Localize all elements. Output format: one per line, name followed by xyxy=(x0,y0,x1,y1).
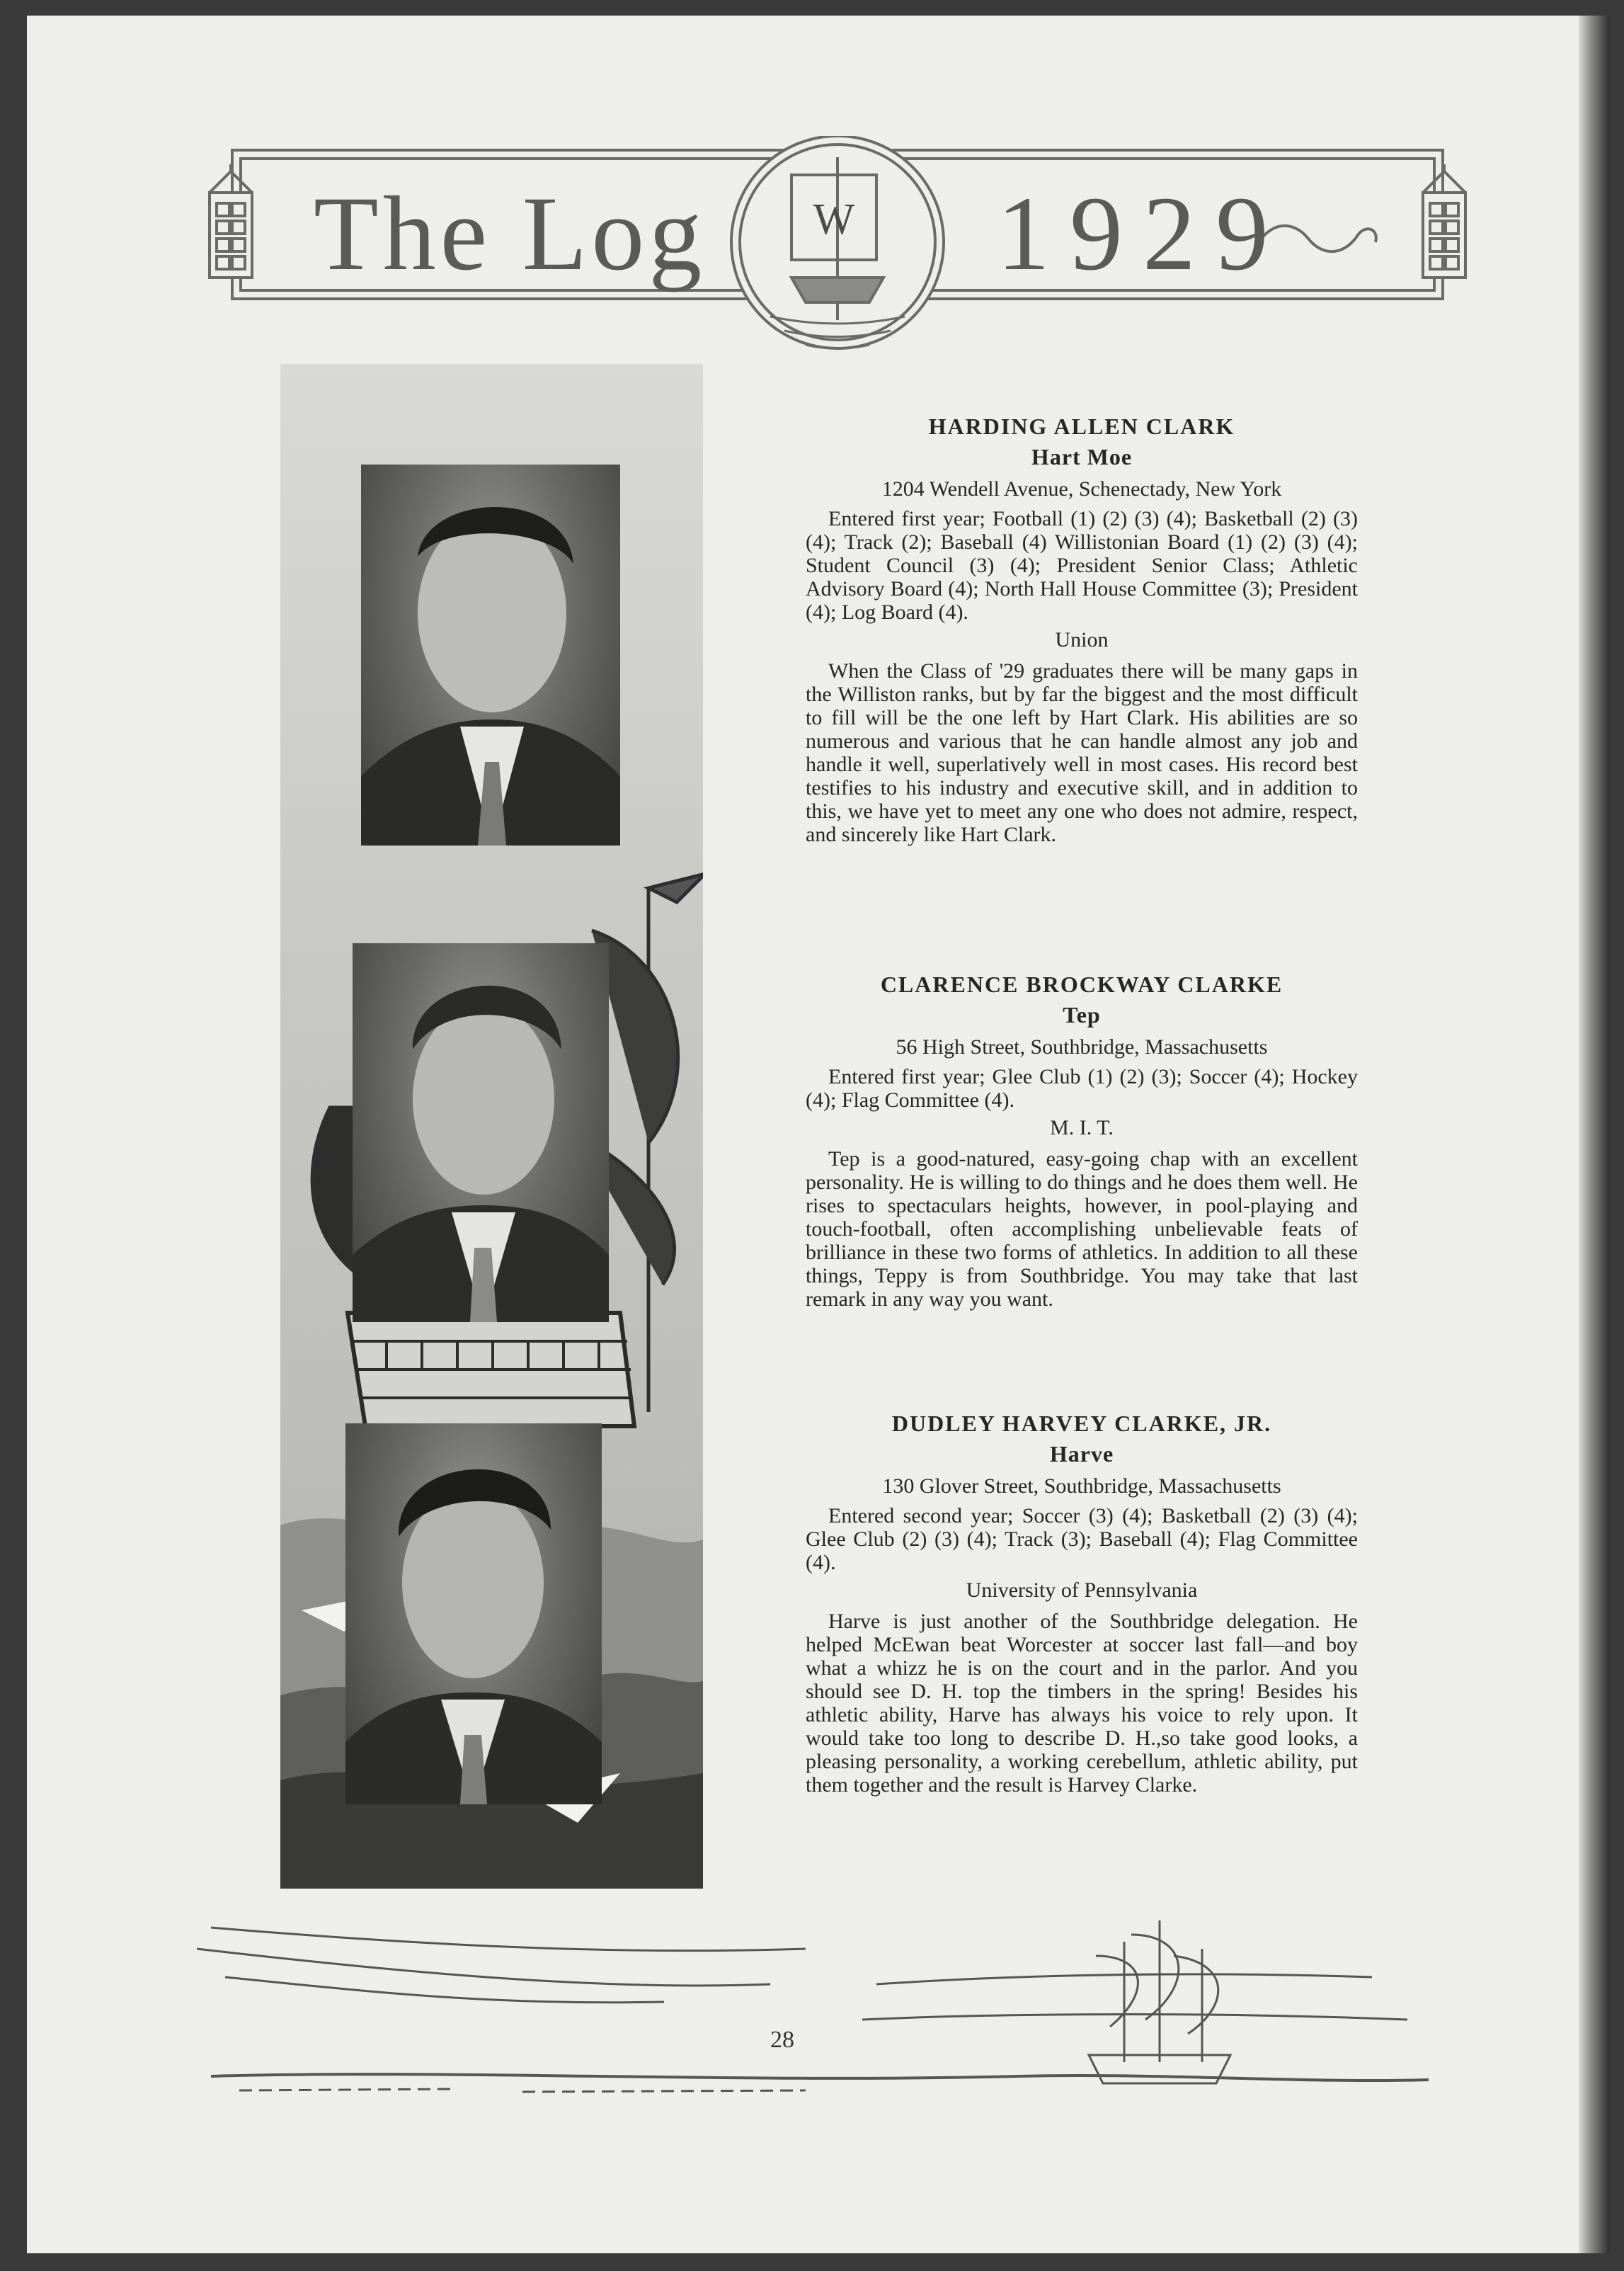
entry-address: 130 Glover Street, Southbridge, Massachusetts xyxy=(882,1474,1281,1498)
ship-sketch-icon xyxy=(168,1913,1443,2126)
entry-nickname: Harve xyxy=(1049,1441,1114,1467)
entry-nickname: Tep xyxy=(1063,1002,1101,1028)
entry-record: Entered second year; Soccer (3) (4); Basketball (2) (3) (4); Glee Club (2) (3) (4); Track (3); Baseball (4); Flag Committee (4). xyxy=(806,1504,1358,1574)
entry-bio: When the Class of '29 graduates there will be many gaps in the Williston ranks, but by far the biggest and the most difficult to fill will be the one left by Hart Clark. His abilities are so numerous and various that he can handle almost any job and handle it well, superlatively well in most cases. His record best testifies to his industry and executive skill, and in addition to this, we have yet to meet any one who does not admire, respect, and sincerely like Hart Clark. xyxy=(806,659,1358,846)
entry-name: DUDLEY HARVEY CLARKE, JR. xyxy=(891,1411,1272,1436)
yearbook-year: 1929 xyxy=(997,175,1288,292)
entry-nickname: Hart Moe xyxy=(1031,444,1133,469)
entry-bio: Tep is a good-natured, easy-going chap with an excellent personality. He is willing to do things and he does them well. He rises to spectaculars heights, however, in pool-playing and touch-football, often accomplishing unbelievable feats of brilliance in these two forms of athletics. In addition to all these things, Teppy is from Southbridge. You may take that last remark in any way you want. xyxy=(806,1147,1358,1311)
entry-address: 56 High Street, Southbridge, Massachusetts xyxy=(896,1035,1268,1059)
entry-college: Union xyxy=(1055,628,1109,651)
entry-record: Entered first year; Glee Club (1) (2) (3); Soccer (4); Hockey (4); Flag Committee (4). xyxy=(806,1065,1358,1112)
masthead-banner xyxy=(204,136,1471,377)
page-number: 28 xyxy=(770,2027,794,2053)
emblem-letter: W xyxy=(813,195,855,244)
yearbook-page xyxy=(27,16,1610,2253)
entry-name: HARDING ALLEN CLARK xyxy=(928,414,1235,439)
book-spine-shadow xyxy=(1579,16,1610,2253)
entry-dudley-clarke xyxy=(806,1411,1358,1797)
entry-address: 1204 Wendell Avenue, Schenectady, New York xyxy=(881,477,1282,501)
entry-record: Entered first year; Football (1) (2) (3) (4); Basketball (2) (3) (4); Track (2); Baseball (4) Willistonian Board (1) (2) (3) (4); Student Council (3) (4); President Senior Class; Athletic Advisory Board (4); North Hall House Committee (3); President (4); Log Board (4). xyxy=(806,507,1358,624)
portrait-harding-clark xyxy=(361,465,620,846)
entry-college: M. I. T. xyxy=(1050,1116,1114,1139)
portrait-column xyxy=(280,364,703,1889)
portrait-clarence-clarke xyxy=(353,943,609,1322)
footer-sea-sketch xyxy=(168,1913,1443,2126)
yearbook-title: The Log xyxy=(314,175,707,292)
entry-clarence-clarke xyxy=(806,972,1358,1311)
entry-name: CLARENCE BROCKWAY CLARKE xyxy=(880,972,1283,997)
entry-college: University of Pennsylvania xyxy=(966,1578,1198,1602)
entry-bio: Harve is just another of the Southbridge delegation. He helped McEwan beat Worcester at soccer last fall—and boy what a whizz he is on the court and in the parlor. And you should see D. H. top the timbers in the spring! Besides his athletic ability, Harve has always his voice to rely upon. It would take too long to describe D. H.,so take good looks, a pleasing personality, a working cerebellum, athletic ability, put them together and the result is Harvey Clarke. xyxy=(806,1610,1358,1797)
entry-harding-clark xyxy=(806,414,1358,846)
portrait-dudley-clarke xyxy=(345,1423,602,1804)
